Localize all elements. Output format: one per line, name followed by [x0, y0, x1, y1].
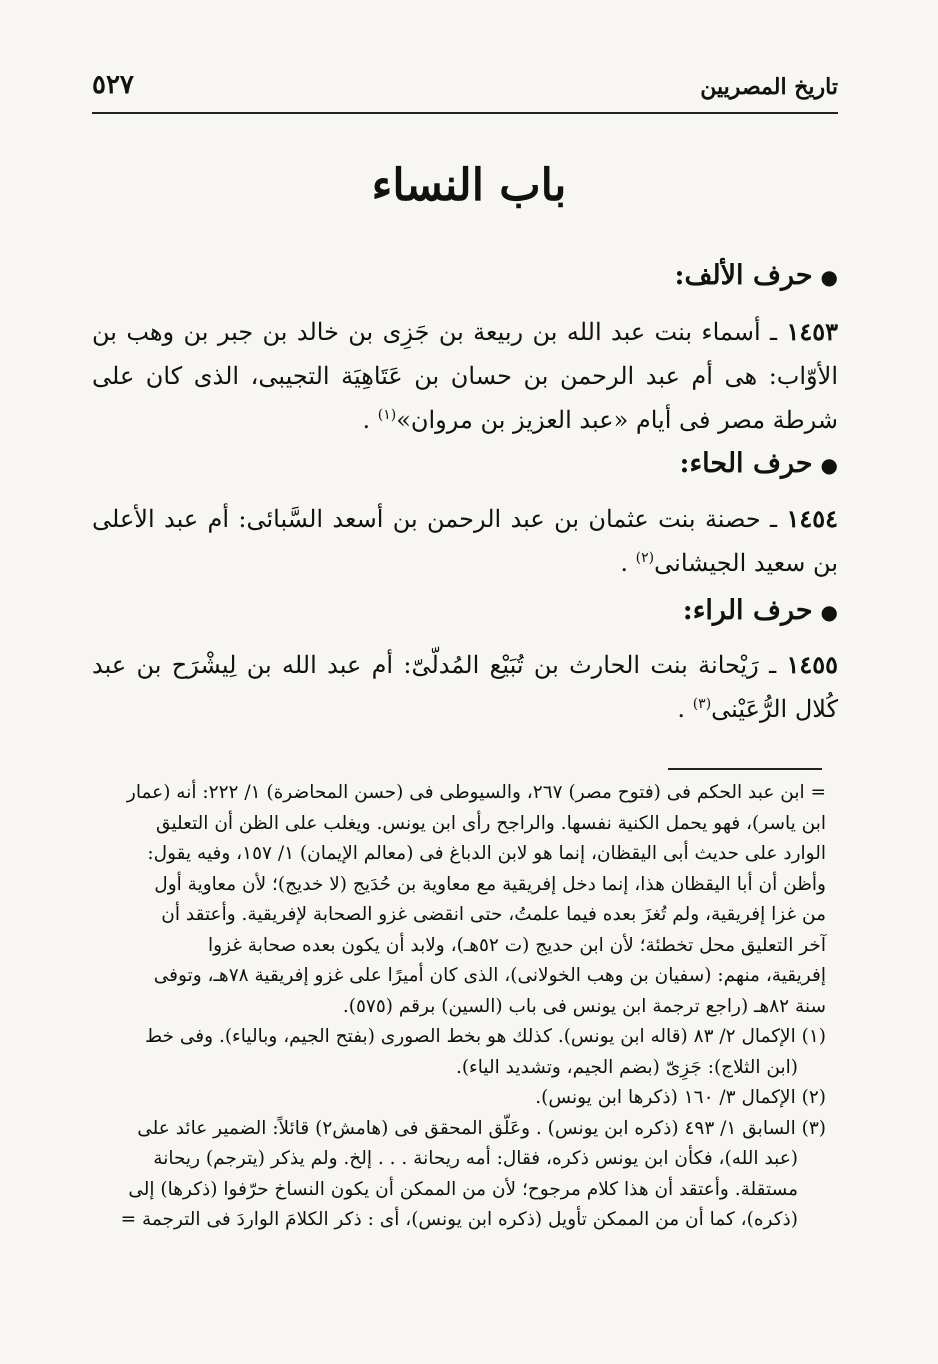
entry-1453 [92, 310, 838, 442]
footnote-3-line: (عبد الله)، فكأن ابن يونس ذكره، فقال: أمه ريحانة . . . إلخ. ولم يذكر (يترجم) ريحانة [153, 1148, 798, 1169]
section-heading-label: حرف الحاء: [679, 448, 813, 479]
page-header [92, 70, 838, 110]
entry-text: ـ رَيْحانة بنت الحارث بن تُبَيْع المُدلّىّ: أم عبد الله بن لِيشْرَح بن عبد كُلال الرُّعَيْنى [92, 651, 838, 723]
section-heading-raa [683, 595, 838, 626]
bullet-icon: ● [820, 265, 838, 289]
footnote-ref: (٣) [692, 696, 712, 712]
entry-number: ١٤٥٣ [786, 317, 838, 346]
section-heading-label: حرف الراء: [682, 595, 813, 626]
footnote-ref: (١) [377, 407, 397, 423]
entry-end: . [620, 549, 636, 577]
entry-number: ١٤٥٥ [786, 650, 838, 679]
bullet-icon: ● [820, 453, 838, 477]
footnote-3-line: مستقلة. وأعتقد أن هذا كلام مرجوح؛ لأن من الممكن أن يكون النساخ حرّفوا (ذكرها) إلى [128, 1178, 798, 1200]
section-heading-label: حرف الألف: [674, 260, 813, 291]
chapter-title: باب النساء [371, 160, 567, 211]
footnote-line: من غزا إفريقية، ولم تُغزَ بعده فيما علمتُ، حتى انقضى غزو الصحابة لإفريقية. وأعتقد أن [161, 904, 826, 925]
entry-text: ـ حصنة بنت عثمان بن عبد الرحمن بن أسعد السَّبائى: أم عبد الأعلى بن سعيد الجيشانى [92, 505, 838, 577]
entry-number: ١٤٥٤ [786, 504, 838, 533]
entry-1454 [92, 497, 838, 585]
footnote-3-line: (٣) السابق ١/ ٤٩٣ (ذكره ابن يونس) . وعَلّق المحقق فى (هامش٢) قائلاً: الضمير عائد على [137, 1117, 826, 1139]
footnote-rule [668, 768, 822, 770]
section-heading-alif [675, 260, 838, 291]
section-heading-haa [680, 448, 838, 479]
page-number: ٥٢٧ [92, 70, 134, 100]
footnote-line: ابن ياسر)، فهو يحمل الكنية نفسها. والراجح رأى ابن يونس. ويغلب على الظن أن التعليق [156, 812, 826, 834]
running-title: تاريخ المصريين [700, 74, 838, 100]
footnote-line: إفريقية، منهم: (سفيان بن وهب الخولانى)، الذى كان أميرًا على غزو إفريقية ٧٨هـ، وتوفى [153, 965, 826, 986]
footnote-3-line: (ذكره)، كما أن من الممكن تأويل (ذكره ابن يونس)، أى : ذكر الكلامَ الواردَ فى الترجمة = [120, 1209, 798, 1230]
footnote-1-line: (١) الإكمال ٢/ ٨٣ (قاله ابن يونس). كذلك هو بخط الصورى (بفتح الجيم، وبالياء). وفى خط [145, 1026, 826, 1047]
bullet-icon: ● [820, 600, 838, 624]
footnote-2-line: (٢) الإكمال ٣/ ١٦٠ (ذكرها ابن يونس). [535, 1087, 826, 1108]
header-rule [92, 112, 838, 114]
entry-end: . [677, 695, 693, 723]
footnotes [92, 778, 826, 1236]
footnote-line: الوارد على حديث أبى اليقظان، إنما هو لابن الدباغ فى (معالم الإيمان) ١/ ١٥٧، وفيه يقول: [147, 843, 826, 864]
entry-text: ـ أسماء بنت عبد الله بن ربيعة بن جَزِى بن خالد بن جبر بن وهب بن الأوّاب: هى أم عبد الرحمن بن حسان بن عَتَاهِيَة التجيبى، الذى كان على شرطة مصر فى أيام «عبد العزيز بن مروان» [92, 318, 838, 434]
entry-1455 [92, 643, 838, 731]
footnote-1-line: (ابن الثلاج): جَزِىّ (بضم الجيم، وتشديد الياء). [455, 1056, 798, 1078]
footnote-line: = ابن عبد الحكم فى (فتوح مصر) ٢٦٧، والسيوطى فى (حسن المحاضرة) ١/ ٢٢٢: أنه (عمار [126, 782, 826, 803]
footnote-line: آخر التعليق محل تخطئة؛ لأن ابن حديج (ت ٥٢هـ)، ولابد أن يكون بعده صحابة غزوا [207, 934, 826, 956]
footnote-line: وأظن أن أبا اليقظان هذا، إنما دخل إفريقية مع معاوية بن حُدَيج (لا خديج)؛ لأن معاوية أول [154, 873, 826, 895]
footnote-ref: (٢) [635, 550, 655, 566]
footnote-line: سنة ٨٢هـ (راجع ترجمة ابن يونس فى باب (السين) برقم (٥٧٥). [342, 995, 826, 1017]
entry-end: . [362, 406, 378, 434]
